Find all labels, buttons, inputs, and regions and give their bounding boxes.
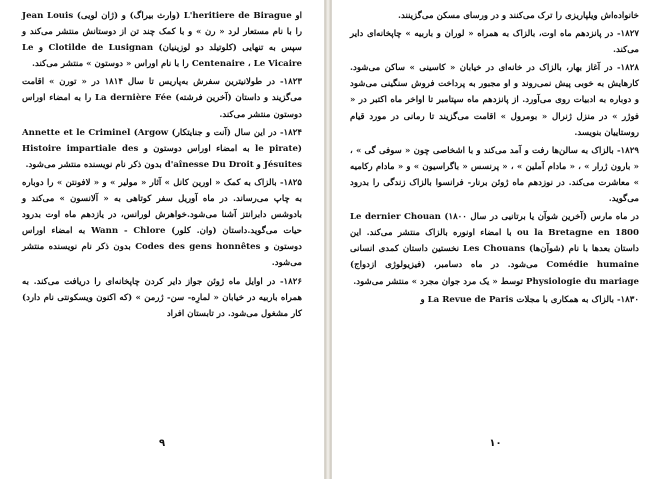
paragraph: او L'heritiere de Birague (وارث بیراگ) و (ژان لویی) Jean Louis را با نام مستعار لرد « رن » و با کمک چند تن از دوستانش منتشر می‌کند و سپس به تنهایی (کلوتیلد دو لوزینیان) Clotilde de Lusignan و Le Centenaire ، Le Vicaire را با نام اوراس « دوستون » منتشر می‌کند.: [22, 11, 302, 70]
paragraph: ۱۸۲۶- در اوایل ماه ژوئن جواز دایر کردن چاپخانه‌ای را دریافت می‌کند. به همراه باربیه در خیابان « لمارِه- سن- ژرمن » (که اکنون ویسکونتی نام دارد) کار مشغول می‌شود. در تابستان افراد: [22, 276, 302, 319]
paragraph: در ماه مارس (آخرین شوآن یا برتانیی در سال ۱۸۰۰) Le dernier Chouan ou la Bretagne en 1800 با امضاء اونوره بالزاک منتشر می‌کند. این داستان بعدها با نام (شوآن‌ها) Les Chouans نخستین داستان کمدی انسانی Comédie humaine می‌شود. در ماه دسامبر، (فیزیولوژی ازدواج) Physiologie du mariage توسط « یک مرد جوان مجرد » منتشر می‌شود.: [350, 212, 640, 287]
left-page-text: [22, 8, 302, 324]
paragraph: ۱۸۳۰- بالزاک به همکاری با مجلات La Revue de Paris و: [420, 294, 639, 305]
paragraph: ۱۸۲۷- در پانزدهم ماه اوت، بالزاک به همراه « لوران و باربیه » چاپخانه‌ای دایر می‌کند.: [350, 29, 639, 56]
paragraph: ۱۸۲۵- بالزاک به کمک « اورین کانل » آثار « مولیر » و « لافونتن » را دوباره به چاپ می‌رساند. در ماه آوریل سفر کوتاهی به « آلانسون » می‌کند و بادوشس دابرانتز آشنا می‌شود.خواهرش لورانس، در یازدهم ماه اوت بدرود حیات می‌گوید.داستان (وان. کلور) Wann - Chlore به امضاء اوراس دوستون و Codes des gens honnêtes بدون ذکر نام نویسنده منتشر می‌شود.: [22, 177, 302, 269]
paragraph: ۱۸۲۹- بالزاک به سالن‌ها رفت و آمد می‌کند و با اشخاصی چون « سوفی گی » ، « بارون ژرار » ، « مادام آملین » ، « پرنسس « باگراسیون » و « مادام رکامیه » معاشرت می‌کند. در نوزدهم ماه ژوئن برنار- فرانسوا بالزاک زندگی را بدرود می‌گوید.: [350, 145, 639, 205]
right-page-text: [350, 8, 639, 310]
paragraph: ۱۸۲۸- در آغاز بهار، بالزاک در خانه‌ای در خیابان « کاسینی » ساکن می‌شود. کارهایش به خوبی پیش نمی‌روند و او مجبور به پرداخت فروش سنگینی می‌شود و دوباره به ادبیات روی می‌آورد. از پانزدهم ماه سپتامبر تا اواخر ماه اکتبر در « فوژر » در منزل ژنرال « بومرول » اقامت می‌گزیند تا رمانی در مورد قیام روستاییان بنویسد.: [350, 63, 639, 138]
page-number: ٩: [158, 438, 166, 449]
paragraph: خانواده‌اش ویلپاریزی را ترک می‌کنند و در ورسای مسکن می‌گزینند.: [397, 11, 639, 21]
paragraph: ۱۸۲۳- در طولانیترین سفرش به‌پاریس تا سال ۱۸۱۴ در « تورن » اقامت می‌گزیند و داستان (آخرین فرشته) La dernière Fée را به امضاء اوراس دوستون منتشر می‌کند.: [22, 77, 302, 120]
left-page: [0, 0, 325, 479]
paragraph: ۱۸۲۴- در این سال (آنت و جنایتکار) Annette et le Criminel (Argow le pirate) به امضاء اوراس دوستون و Histoire impartiale des Jésuites و d'aînesse Du Droit بدون ذکر نام نویسنده منتشر می‌شود.: [22, 127, 302, 170]
right-page: [331, 0, 659, 479]
page-number: ١٠: [489, 438, 502, 449]
